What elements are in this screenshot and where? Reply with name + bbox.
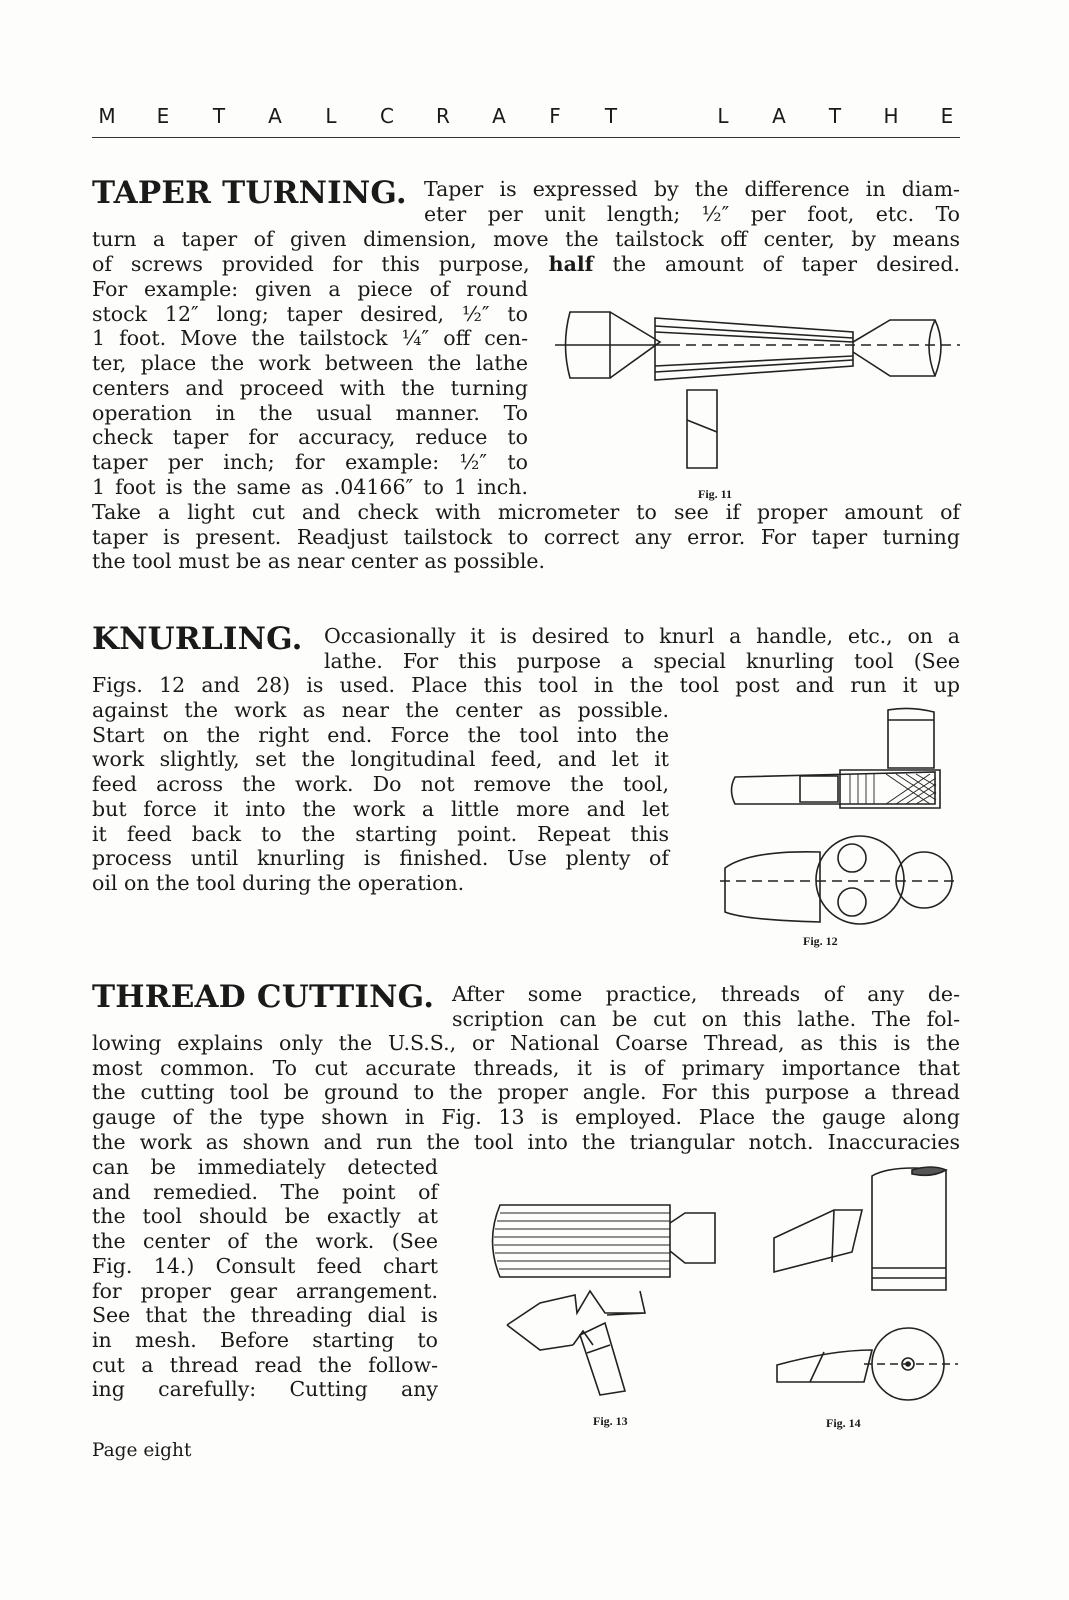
text-line: centers and proceed with the turning — [92, 375, 528, 400]
thread-paragraph-wrap — [92, 1155, 438, 1402]
text-line: 1 foot is the same as .04166″ to 1 inch. — [92, 474, 528, 499]
header-letter: T — [828, 104, 842, 128]
text-line: See that the threading dial is — [92, 1303, 438, 1328]
text-line: ter, place the work between the lathe — [92, 351, 528, 376]
header-letter: C — [380, 104, 394, 128]
text-line: the cutting tool be ground to the proper angle. For this purpose a thread — [92, 1080, 960, 1105]
fig-14-tool-center-diagram — [772, 1160, 962, 1400]
header-letter: F — [549, 104, 561, 128]
knurling-paragraph-intro — [324, 624, 960, 673]
text-line: turn a taper of given dimension, move the tailstock off center, by means — [92, 227, 960, 251]
knurling-heading: KNURLING. — [92, 621, 303, 657]
text-line: can be immediately detected — [92, 1155, 438, 1179]
fig-11-label: Fig. 11 — [698, 487, 733, 501]
fig-12-label: Fig. 12 — [803, 934, 838, 948]
text-line: Occasionally it is desired to knurl a handle, etc., on a — [324, 624, 960, 648]
header-letter: L — [717, 104, 729, 128]
knurling-paragraph — [92, 673, 960, 698]
text-line: feed across the work. Do not remove the tool, — [92, 772, 669, 797]
header-letter: L — [325, 104, 337, 128]
taper-paragraph — [92, 227, 960, 276]
header-letter: T — [604, 104, 618, 128]
text-line: but force it into the work a little more and let — [92, 796, 669, 821]
running-header — [92, 104, 962, 128]
text-line: scription can be cut on this lathe. The fol- — [452, 1006, 960, 1031]
text-line: Fig. 14.) Consult feed chart — [92, 1253, 438, 1278]
text-line: Start on the right end. Force the tool into the — [92, 722, 669, 747]
text-line — [92, 252, 960, 277]
text-line: taper is present. Readjust tailstock to correct any error. For taper turning — [92, 524, 960, 549]
text-line: process until knurling is finished. Use plenty of — [92, 846, 669, 871]
text-line: Take a light cut and check with micrometer to see if proper amount of — [92, 500, 960, 524]
header-letter: A — [268, 104, 282, 128]
text-line: eter per unit length; ½″ per foot, etc. To — [424, 201, 960, 226]
header-letter: E — [156, 104, 170, 128]
thread-heading: THREAD CUTTING. — [92, 979, 435, 1015]
text-line: For example: given a piece of round — [92, 277, 528, 301]
text-line: the tool must be as near center as possible. — [92, 549, 546, 574]
taper-paragraph-end — [92, 500, 960, 574]
taper-paragraph-intro — [424, 177, 960, 226]
bold-word: half — [548, 251, 594, 276]
text-line: for proper gear arrangement. — [92, 1278, 438, 1303]
knurling-paragraph-wrap — [92, 698, 669, 896]
thread-paragraph — [92, 1031, 960, 1155]
text-line: lowing explains only the U.S.S., or National Coarse Thread, as this is the — [92, 1031, 960, 1055]
text-line: work slightly, set the longitudinal feed, and let it — [92, 747, 669, 772]
header-letter: R — [436, 104, 450, 128]
text-line: ing carefully: Cutting any — [92, 1377, 438, 1402]
text-line: 1 foot. Move the tailstock ¼″ off cen- — [92, 326, 528, 351]
text-line: the tool should be exactly at — [92, 1204, 438, 1229]
text-line: the center of the work. (See — [92, 1229, 438, 1254]
fig-13-label: Fig. 13 — [593, 1414, 628, 1428]
fig-14-label: Fig. 14 — [826, 1416, 861, 1430]
text-line: against the work as near the center as possible. — [92, 698, 669, 722]
text-line: oil on the tool during the operation. — [92, 870, 465, 895]
text-line: it feed back to the starting point. Repeat this — [92, 821, 669, 846]
text-line: taper per inch; for example: ½″ to — [92, 449, 528, 474]
text-fragment: of screws provided for this purpose, — [92, 251, 530, 276]
fig-13-thread-gauge-diagram — [485, 1195, 725, 1405]
header-letter — [652, 104, 682, 128]
fig-11-taper-diagram — [555, 290, 960, 480]
page-number: Page eight — [92, 1440, 192, 1461]
text-fragment: the amount of taper desired. — [612, 251, 960, 276]
text-line: and remedied. The point of — [92, 1179, 438, 1204]
header-letter: A — [772, 104, 786, 128]
fig-12-knurling-diagram — [720, 700, 960, 930]
header-letter: A — [492, 104, 506, 128]
header-letter: T — [212, 104, 226, 128]
text-line: gauge of the type shown in Fig. 13 is employed. Place the gauge along — [92, 1105, 960, 1130]
text-line: Taper is expressed by the difference in diam- — [424, 177, 960, 201]
text-line: the work as shown and run the tool into the triangular notch. Inaccuracies — [92, 1129, 960, 1154]
text-line: cut a thread read the follow- — [92, 1352, 438, 1377]
text-line: stock 12″ long; taper desired, ½″ to — [92, 301, 528, 326]
header-letter: E — [940, 104, 954, 128]
taper-paragraph-wrap — [92, 277, 528, 499]
header-letter: M — [98, 104, 116, 128]
text-line: After some practice, threads of any de- — [452, 982, 960, 1006]
text-line: operation in the usual manner. To — [92, 400, 528, 425]
header-letter: H — [883, 104, 899, 128]
thread-paragraph-intro — [452, 982, 960, 1031]
text-line: in mesh. Before starting to — [92, 1327, 438, 1352]
text-line: most common. To cut accurate threads, it is of primary importance that — [92, 1055, 960, 1080]
text-line: Figs. 12 and 28) is used. Place this tool in the tool post and run it up — [92, 673, 960, 697]
taper-heading: TAPER TURNING. — [92, 175, 407, 211]
text-line: check taper for accuracy, reduce to — [92, 425, 528, 450]
text-line: lathe. For this purpose a special knurling tool (See — [324, 648, 960, 673]
header-rule — [92, 137, 960, 138]
